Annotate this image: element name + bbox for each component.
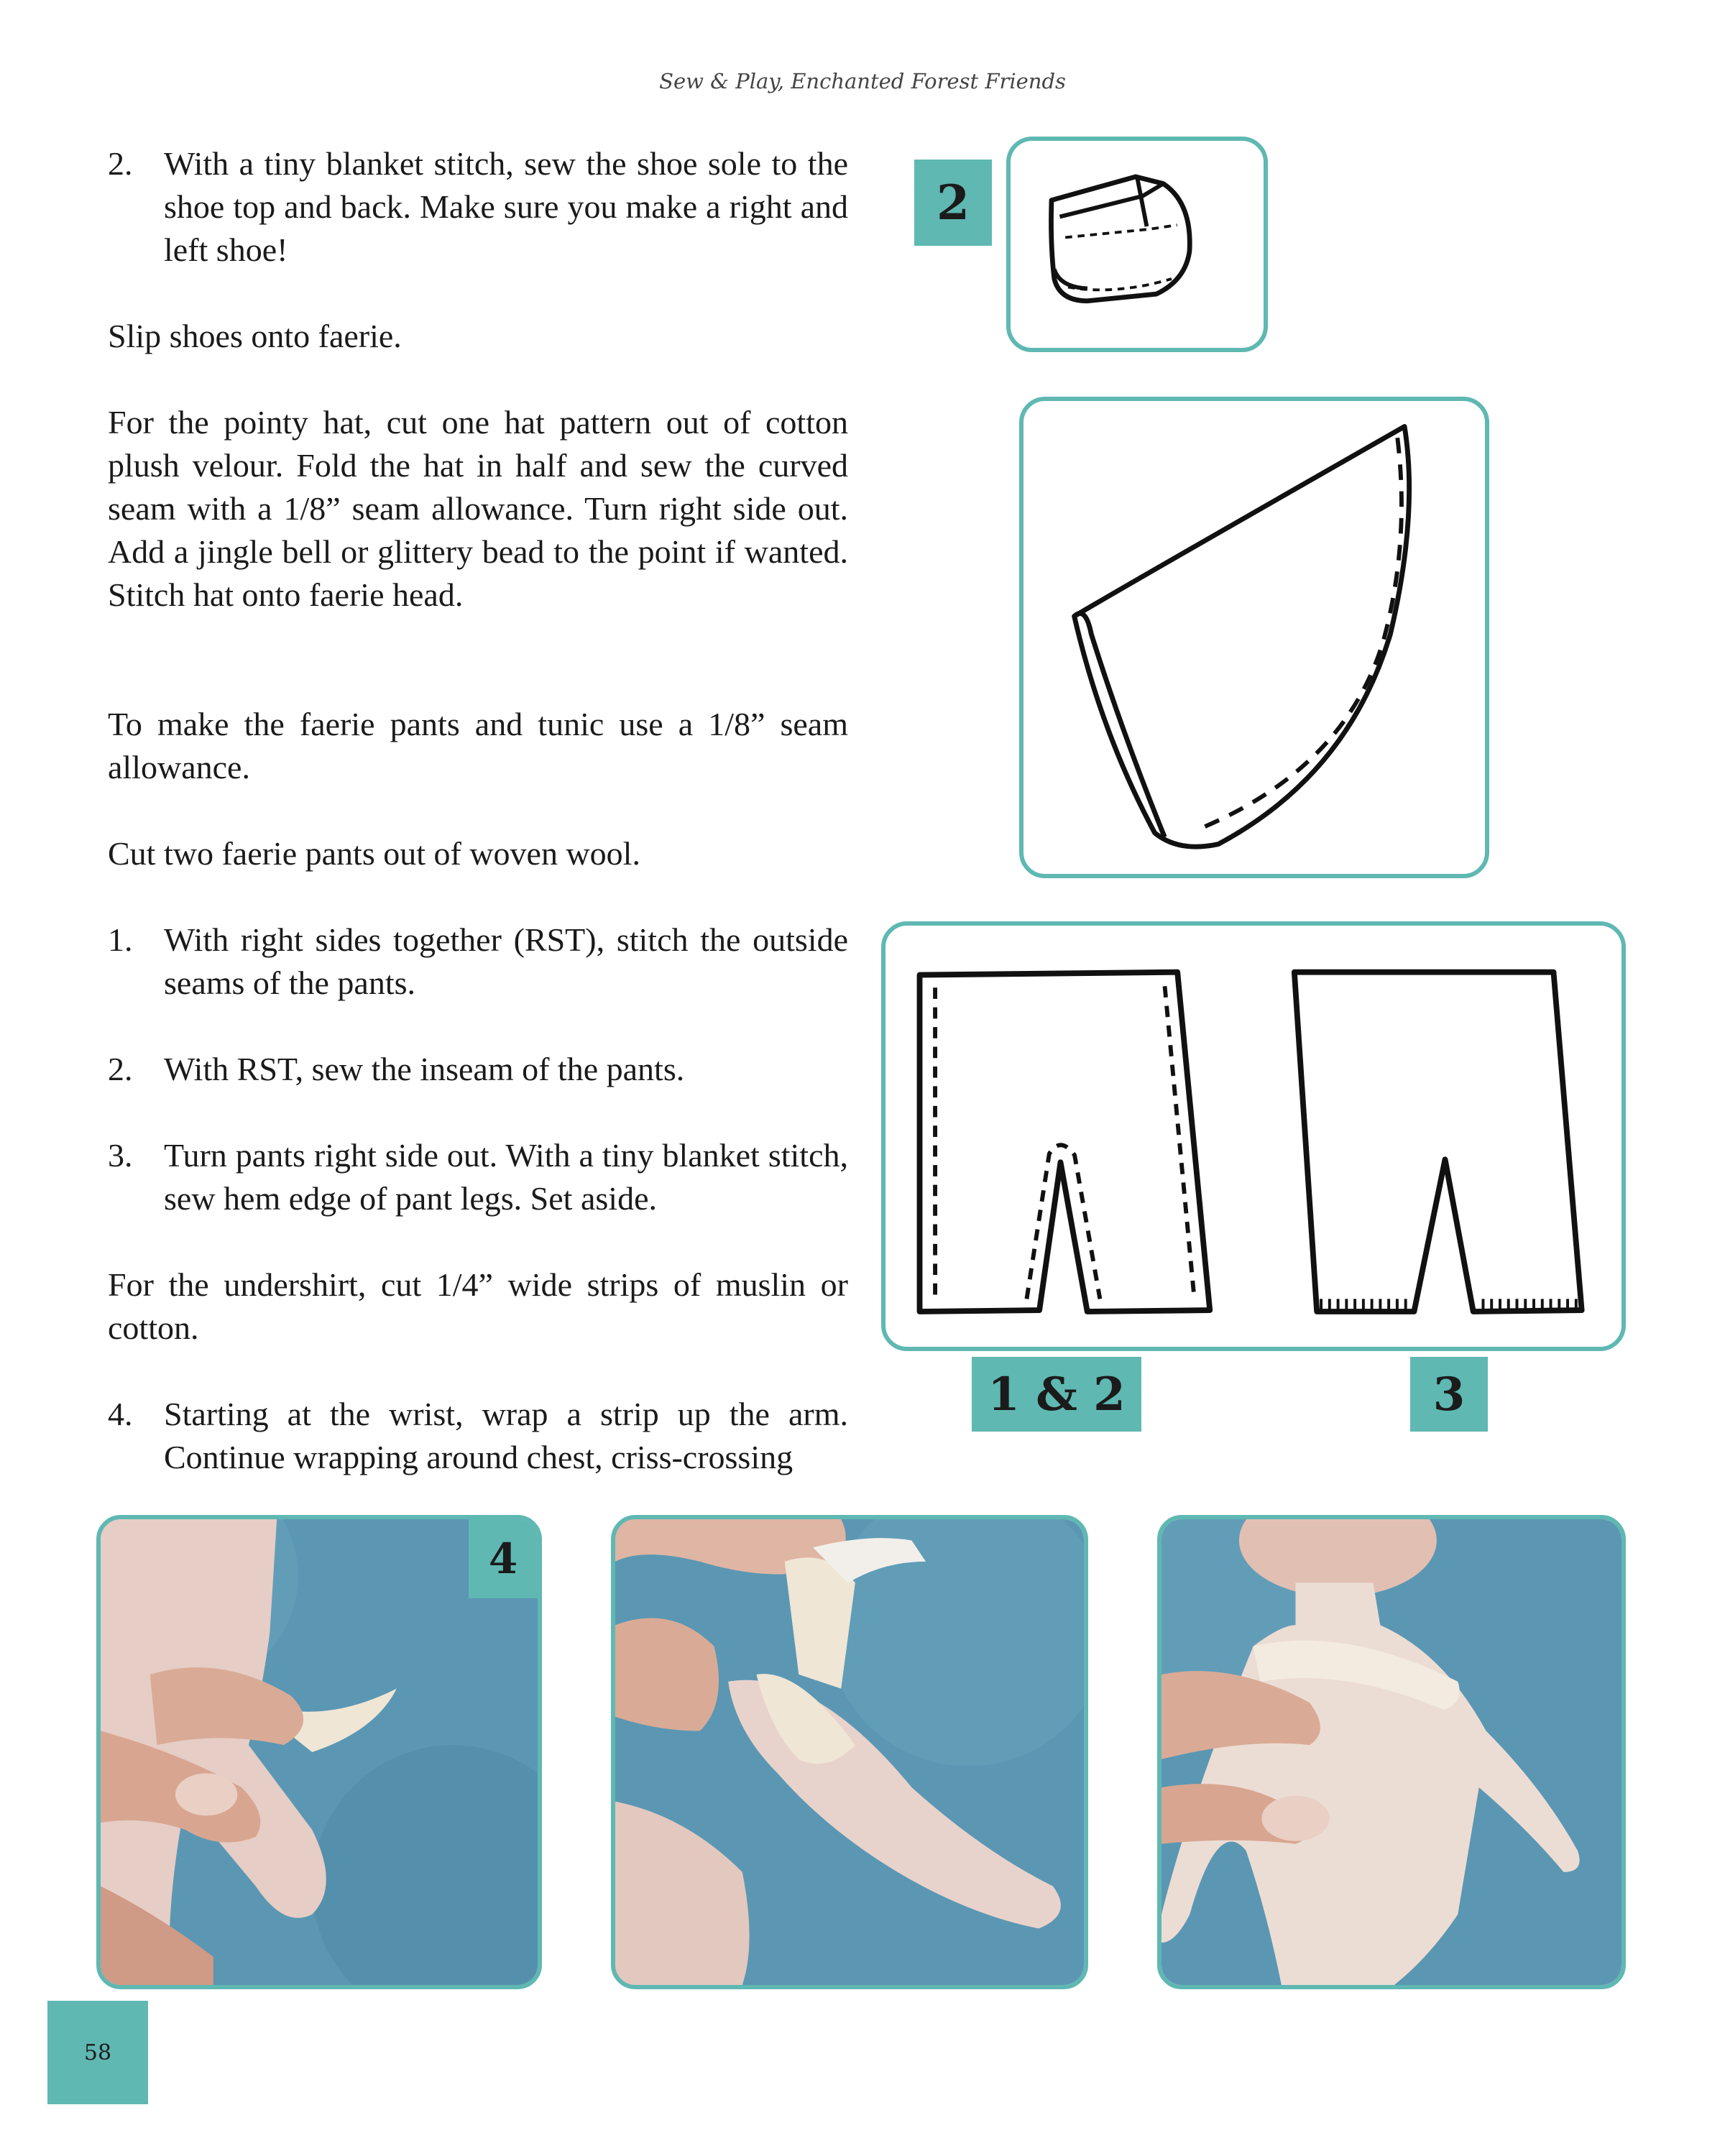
shoe-diagram bbox=[1006, 137, 1268, 352]
step-text: With a tiny blanket stitch, sew the shoe sole to the shoe top and back. Make sure you make a right and left shoe! bbox=[164, 145, 848, 268]
pants-diagram bbox=[881, 921, 1626, 1351]
step-number: 1. bbox=[108, 921, 133, 958]
step-tag-pants-1-2: 1 & 2 bbox=[972, 1357, 1141, 1432]
paragraph-pointy-hat: For the pointy hat, cut one hat pattern out of cotton plush velour. Fold the hat in half and sew the curved seam with a 1/8” seam allowance. Turn right side out. Add a jingle bell or glittery bead to the point if wanted. Stitch hat onto faerie head. bbox=[108, 404, 848, 613]
step-text: With right sides together (RST), stitch the outside seams of the pants. bbox=[164, 921, 848, 1001]
step-4-wrap bbox=[108, 1393, 848, 1479]
page-number: 58 bbox=[47, 2001, 148, 2104]
step-text: Starting at the wrist, wrap a strip up the arm. Continue wrapping around chest, criss-crossing bbox=[164, 1396, 848, 1475]
step-number: 2. bbox=[108, 145, 133, 182]
step-text: Turn pants right side out. With a tiny blanket stitch, sew hem edge of pant legs. Set aside. bbox=[164, 1137, 848, 1217]
step-number: 3. bbox=[108, 1137, 133, 1174]
hat-diagram bbox=[1019, 397, 1489, 878]
shoe-drawing bbox=[1011, 141, 1264, 348]
step-tag-photo-4: 4 bbox=[469, 1519, 538, 1598]
step-3-pants bbox=[108, 1134, 848, 1220]
step-tag-shoe: 2 bbox=[914, 160, 992, 246]
step-number: 2. bbox=[108, 1051, 133, 1087]
step-number: 4. bbox=[108, 1396, 133, 1432]
paragraph-undershirt: For the undershirt, cut 1/4” wide strips of muslin or cotton. bbox=[108, 1266, 848, 1346]
paragraph-pants-tunic: To make the faerie pants and tunic use a 1/8” seam allowance. bbox=[108, 706, 848, 786]
step-1-pants bbox=[108, 918, 848, 1005]
hat-drawing bbox=[1024, 401, 1485, 874]
step-text: With RST, sew the inseam of the pants. bbox=[164, 1051, 685, 1087]
running-header: Sew & Play, Enchanted Forest Friends bbox=[659, 69, 1066, 93]
photo-wrap-chest-image bbox=[1162, 1519, 1622, 1985]
instructions-column bbox=[108, 142, 848, 1479]
step-2-shoe bbox=[108, 142, 848, 272]
paragraph-cut-pants: Cut two faerie pants out of woven wool. bbox=[108, 835, 640, 872]
photo-wrap-wrist bbox=[96, 1515, 542, 1989]
photo-wrap-arm-image bbox=[615, 1519, 1084, 1985]
step-tag-pants-3: 3 bbox=[1410, 1357, 1488, 1432]
step-2-pants bbox=[108, 1048, 848, 1091]
photo-wrap-chest bbox=[1157, 1515, 1626, 1989]
photo-wrap-arm bbox=[611, 1515, 1088, 1989]
paragraph-slip-shoes: Slip shoes onto faerie. bbox=[108, 318, 402, 354]
pants-drawing bbox=[886, 926, 1622, 1347]
